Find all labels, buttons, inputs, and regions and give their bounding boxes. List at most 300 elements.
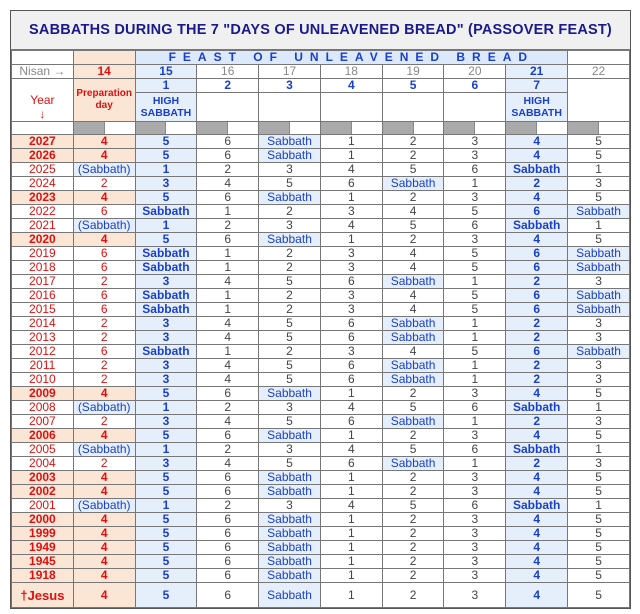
nisan-20-cell: 3: [444, 485, 506, 499]
preparation-day-cell: 4: [73, 541, 135, 555]
nisan-21-cell: Sabbath: [506, 401, 568, 415]
nisan-20-cell: 3: [444, 135, 506, 149]
nisan-18-cell: 3: [320, 303, 382, 317]
nisan-20-cell: 5: [444, 261, 506, 275]
nisan-22-cell: 5: [568, 387, 630, 401]
nisan-16-cell: 6: [197, 191, 259, 205]
nisan-19-cell: 2: [382, 527, 444, 541]
table-row: [12, 527, 630, 541]
nisan-18-cell: 3: [320, 345, 382, 359]
preparation-day-cell: 4: [73, 485, 135, 499]
nisan-15-cell: 3: [135, 373, 197, 387]
nisan-17-cell: 2: [259, 205, 321, 219]
year-cell: 1945: [12, 555, 74, 569]
nisan-17-cell: 2: [259, 345, 321, 359]
nisan-15-cell: 3: [135, 331, 197, 345]
nisan-16-cell: 6: [197, 149, 259, 163]
nisan-20-cell: 1: [444, 331, 506, 345]
preparation-day-cell: 2: [73, 317, 135, 331]
nisan-16: 16: [197, 65, 259, 79]
nisan-22-cell: 5: [568, 513, 630, 527]
nisan-18-cell: 1: [320, 569, 382, 583]
blank-cell: [12, 122, 74, 135]
nisan-21-cell: 4: [506, 471, 568, 485]
nisan-20-cell: 6: [444, 219, 506, 233]
nisan-17-cell: Sabbath: [259, 149, 321, 163]
preparation-day-cell: 6: [73, 261, 135, 275]
year-cell: 2013: [12, 331, 74, 345]
nisan-19-cell: 4: [382, 261, 444, 275]
nisan-21-cell: 4: [506, 135, 568, 149]
nisan-19-cell: 5: [382, 499, 444, 513]
nisan-15-cell: 5: [135, 149, 197, 163]
table-row: [12, 485, 630, 499]
nisan-20-cell: 3: [444, 583, 506, 608]
nisan-17-cell: 3: [259, 401, 321, 415]
year-cell: 2008: [12, 401, 74, 415]
table-row: [12, 135, 630, 149]
preparation-day-cell: 2: [73, 415, 135, 429]
nisan-16-cell: 4: [197, 457, 259, 471]
nisan-21-cell: 2: [506, 415, 568, 429]
blank-cell: [568, 51, 630, 65]
nisan-22-cell: 5: [568, 149, 630, 163]
nisan-15-cell: 5: [135, 429, 197, 443]
nisan-21-cell: 6: [506, 303, 568, 317]
nisan-17-cell: 3: [259, 219, 321, 233]
nisan-18-cell: 6: [320, 415, 382, 429]
nisan-16-cell: 6: [197, 583, 259, 608]
nisan-19-cell: 4: [382, 303, 444, 317]
nisan-22-cell: 3: [568, 177, 630, 191]
nisan-16-cell: 1: [197, 247, 259, 261]
nisan-18-cell: 1: [320, 541, 382, 555]
nisan-22-cell: 3: [568, 415, 630, 429]
nisan-20-cell: 5: [444, 205, 506, 219]
nisan-19-cell: Sabbath: [382, 275, 444, 289]
nisan-15: 15: [135, 65, 197, 79]
nisan-20-cell: 3: [444, 541, 506, 555]
nisan-20-cell: 3: [444, 149, 506, 163]
table-row: [12, 247, 630, 261]
nisan-21-cell: 2: [506, 331, 568, 345]
nisan-16-cell: 1: [197, 345, 259, 359]
nisan-18-cell: 6: [320, 457, 382, 471]
preparation-day-cell: 4: [73, 191, 135, 205]
nisan-17-cell: 3: [259, 443, 321, 457]
high-sabbath-label-first: HIGH SABBATH: [135, 93, 197, 122]
year-cell: 1999: [12, 527, 74, 541]
nisan-21-cell: 2: [506, 317, 568, 331]
nisan-19-cell: 5: [382, 163, 444, 177]
nisan-15-cell: 3: [135, 317, 197, 331]
nisan-18-cell: 3: [320, 261, 382, 275]
nisan-17-cell: 5: [259, 457, 321, 471]
feast-day-6: 6: [444, 79, 506, 93]
nisan-16-cell: 4: [197, 331, 259, 345]
nisan-19-cell: 2: [382, 233, 444, 247]
table-row: [12, 569, 630, 583]
nisan-19-cell: 5: [382, 219, 444, 233]
nisan-22-cell: Sabbath: [568, 261, 630, 275]
nisan-20-cell: 6: [444, 163, 506, 177]
preparation-day-cell: 4: [73, 583, 135, 608]
nisan-17-cell: 3: [259, 499, 321, 513]
nisan-15-cell: 5: [135, 191, 197, 205]
nisan-16-cell: 6: [197, 233, 259, 247]
nisan-17-cell: Sabbath: [259, 429, 321, 443]
page-title: SABBATHS DURING THE 7 "DAYS OF UNLEAVENED BREAD" (PASSOVER FEAST): [11, 11, 630, 50]
nisan-19-cell: Sabbath: [382, 317, 444, 331]
nisan-21-cell: 4: [506, 149, 568, 163]
table-row: [12, 261, 630, 275]
sabbath-table-frame: [10, 10, 631, 609]
year-cell: 2002: [12, 485, 74, 499]
table-row: [12, 317, 630, 331]
nisan-17-cell: Sabbath: [259, 233, 321, 247]
nisan-22-cell: Sabbath: [568, 303, 630, 317]
nisan-19-cell: Sabbath: [382, 359, 444, 373]
nisan-15-cell: 5: [135, 471, 197, 485]
bar-cell: [73, 122, 135, 135]
nisan-19-cell: 4: [382, 289, 444, 303]
nisan-15-cell: 5: [135, 583, 197, 608]
nisan-21-cell: Sabbath: [506, 443, 568, 457]
nisan-15-cell: 5: [135, 135, 197, 149]
nisan-21-cell: Sabbath: [506, 163, 568, 177]
year-cell: 2019: [12, 247, 74, 261]
year-cell: 2021: [12, 219, 74, 233]
high-sabbath-label-last: HIGH SABBATH: [506, 93, 568, 122]
bar-cell: [382, 122, 444, 135]
nisan-15-cell: 5: [135, 387, 197, 401]
nisan-17-cell: 3: [259, 163, 321, 177]
nisan-15-cell: 5: [135, 555, 197, 569]
nisan-20-cell: 6: [444, 401, 506, 415]
table-row: [12, 443, 630, 457]
nisan-19-cell: 2: [382, 149, 444, 163]
nisan-21-cell: 4: [506, 429, 568, 443]
year-cell: 2006: [12, 429, 74, 443]
nisan-20-cell: 1: [444, 415, 506, 429]
nisan-19-cell: 2: [382, 191, 444, 205]
nisan-17-cell: 5: [259, 373, 321, 387]
nisan-15-cell: Sabbath: [135, 345, 197, 359]
preparation-day-cell: 4: [73, 569, 135, 583]
nisan-label: Nisan →: [12, 65, 74, 79]
nisan-18-cell: 4: [320, 219, 382, 233]
nisan-18-cell: 4: [320, 401, 382, 415]
nisan-20-cell: 3: [444, 387, 506, 401]
table-row: [12, 233, 630, 247]
preparation-day-cell: 4: [73, 513, 135, 527]
nisan-17-cell: Sabbath: [259, 513, 321, 527]
nisan-21-cell: Sabbath: [506, 499, 568, 513]
table-row: [12, 555, 630, 569]
nisan-18-cell: 6: [320, 359, 382, 373]
nisan-16-cell: 6: [197, 569, 259, 583]
bar-cell: [320, 122, 382, 135]
table-row: [12, 177, 630, 191]
nisan-19-cell: 2: [382, 471, 444, 485]
table-row: [12, 289, 630, 303]
nisan-18-cell: 1: [320, 513, 382, 527]
nisan-21-cell: 2: [506, 373, 568, 387]
nisan-16-cell: 2: [197, 499, 259, 513]
nisan-16-cell: 6: [197, 135, 259, 149]
nisan-19: 19: [382, 65, 444, 79]
nisan-16-cell: 6: [197, 541, 259, 555]
nisan-19-cell: Sabbath: [382, 415, 444, 429]
nisan-16-cell: 2: [197, 443, 259, 457]
preparation-day-cell: 4: [73, 471, 135, 485]
nisan-16-cell: 2: [197, 163, 259, 177]
nisan-20-cell: 6: [444, 443, 506, 457]
nisan-20-cell: 1: [444, 275, 506, 289]
nisan-16-cell: 4: [197, 359, 259, 373]
nisan-17-cell: Sabbath: [259, 135, 321, 149]
nisan-19-cell: 2: [382, 429, 444, 443]
blank-cell: [259, 93, 321, 122]
nisan-16-cell: 4: [197, 177, 259, 191]
nisan-17-cell: 5: [259, 275, 321, 289]
table-row: [12, 401, 630, 415]
nisan-20-cell: 3: [444, 471, 506, 485]
table-row: [12, 583, 630, 608]
preparation-day-cell: (Sabbath): [73, 163, 135, 177]
table-row: [12, 359, 630, 373]
nisan-16-cell: 6: [197, 513, 259, 527]
nisan-22-cell: 5: [568, 527, 630, 541]
nisan-18-cell: 1: [320, 191, 382, 205]
nisan-22-cell: 5: [568, 233, 630, 247]
nisan-18: 18: [320, 65, 382, 79]
preparation-day-cell: 4: [73, 149, 135, 163]
nisan-20-cell: 3: [444, 191, 506, 205]
nisan-19-cell: 5: [382, 401, 444, 415]
nisan-21-cell: 4: [506, 541, 568, 555]
nisan-20-cell: 3: [444, 527, 506, 541]
nisan-19-cell: 2: [382, 583, 444, 608]
year-cell: 2025: [12, 163, 74, 177]
nisan-18-cell: 1: [320, 149, 382, 163]
nisan-17-cell: 5: [259, 331, 321, 345]
nisan-21-cell: 6: [506, 345, 568, 359]
nisan-18-cell: 1: [320, 485, 382, 499]
table-row: [12, 163, 630, 177]
nisan-20: 20: [444, 65, 506, 79]
nisan-17-cell: 2: [259, 261, 321, 275]
nisan-17-cell: 5: [259, 317, 321, 331]
nisan-20-cell: 6: [444, 499, 506, 513]
nisan-20-cell: 3: [444, 569, 506, 583]
nisan-15-cell: 5: [135, 485, 197, 499]
nisan-22-cell: 1: [568, 401, 630, 415]
year-header: [12, 79, 74, 122]
nisan-18-cell: 4: [320, 443, 382, 457]
year-cell: 2024: [12, 177, 74, 191]
year-cell: 2014: [12, 317, 74, 331]
nisan-18-cell: 6: [320, 331, 382, 345]
nisan-22-cell: 3: [568, 331, 630, 345]
nisan-16-cell: 1: [197, 205, 259, 219]
nisan-21-cell: 2: [506, 275, 568, 289]
nisan-20-cell: 1: [444, 373, 506, 387]
nisan-18-cell: 6: [320, 177, 382, 191]
nisan-21-cell: 4: [506, 555, 568, 569]
nisan-21-cell: Sabbath: [506, 219, 568, 233]
nisan-15-cell: 1: [135, 219, 197, 233]
nisan-22-cell: 5: [568, 471, 630, 485]
nisan-20-cell: 5: [444, 345, 506, 359]
nisan-16-cell: 1: [197, 289, 259, 303]
nisan-17-cell: Sabbath: [259, 569, 321, 583]
nisan-18-cell: 1: [320, 583, 382, 608]
bar-cell: [444, 122, 506, 135]
nisan-15-cell: 1: [135, 499, 197, 513]
blank-cell: [197, 93, 259, 122]
nisan-17: 17: [259, 65, 321, 79]
nisan-17-cell: 5: [259, 415, 321, 429]
nisan-18-cell: 1: [320, 555, 382, 569]
bar-cell: [135, 122, 197, 135]
nisan-20-cell: 5: [444, 247, 506, 261]
nisan-18-cell: 1: [320, 429, 382, 443]
nisan-21-cell: 2: [506, 457, 568, 471]
nisan-17-cell: 2: [259, 303, 321, 317]
nisan-22-cell: 5: [568, 485, 630, 499]
year-cell: 1918: [12, 569, 74, 583]
nisan-18-cell: 3: [320, 247, 382, 261]
nisan-18-cell: 1: [320, 387, 382, 401]
nisan-15-cell: Sabbath: [135, 261, 197, 275]
table-row: [12, 499, 630, 513]
year-cell: 2027: [12, 135, 74, 149]
nisan-17-cell: Sabbath: [259, 583, 321, 608]
nisan-16-cell: 1: [197, 303, 259, 317]
table-row: [12, 471, 630, 485]
table-row: [12, 415, 630, 429]
nisan-19-cell: 2: [382, 485, 444, 499]
preparation-day-cell: 2: [73, 359, 135, 373]
nisan-19-cell: 2: [382, 135, 444, 149]
table-row: [12, 275, 630, 289]
preparation-day-cell: 2: [73, 331, 135, 345]
bar-cell: [197, 122, 259, 135]
nisan-15-cell: 1: [135, 163, 197, 177]
nisan-20-cell: 1: [444, 317, 506, 331]
feast-day-2: 2: [197, 79, 259, 93]
nisan-19-cell: 2: [382, 387, 444, 401]
year-cell: 2004: [12, 457, 74, 471]
table-row: [12, 373, 630, 387]
nisan-22-cell: 1: [568, 499, 630, 513]
blank-cell: [12, 51, 74, 65]
nisan-22-cell: 3: [568, 275, 630, 289]
nisan-17-cell: Sabbath: [259, 527, 321, 541]
preparation-day-cell: 4: [73, 527, 135, 541]
nisan-17-cell: Sabbath: [259, 191, 321, 205]
blank-cell: [382, 93, 444, 122]
nisan-16-cell: 4: [197, 317, 259, 331]
preparation-day-cell: 4: [73, 387, 135, 401]
nisan-22-cell: Sabbath: [568, 205, 630, 219]
nisan-19-cell: Sabbath: [382, 177, 444, 191]
nisan-18-cell: 6: [320, 373, 382, 387]
year-cell: 2000: [12, 513, 74, 527]
nisan-20-cell: 3: [444, 555, 506, 569]
table-row: [12, 345, 630, 359]
nisan-21-cell: 6: [506, 261, 568, 275]
nisan-22-cell: 5: [568, 555, 630, 569]
blank-cell: [568, 79, 630, 122]
nisan-18-cell: 1: [320, 527, 382, 541]
nisan-17-cell: Sabbath: [259, 387, 321, 401]
nisan-18-cell: 1: [320, 233, 382, 247]
preparation-day-cell: 6: [73, 289, 135, 303]
nisan-18-cell: 4: [320, 499, 382, 513]
nisan-16-cell: 2: [197, 219, 259, 233]
nisan-15-cell: 5: [135, 541, 197, 555]
year-cell: 2009: [12, 387, 74, 401]
nisan-20-cell: 1: [444, 359, 506, 373]
preparation-day-cell: 4: [73, 429, 135, 443]
table-row: [12, 513, 630, 527]
nisan-20-cell: 3: [444, 429, 506, 443]
nisan-16-cell: 4: [197, 373, 259, 387]
nisan-17-cell: 5: [259, 177, 321, 191]
nisan-18-cell: 1: [320, 471, 382, 485]
preparation-day-cell: 4: [73, 233, 135, 247]
year-cell: 2020: [12, 233, 74, 247]
year-cell: 2001: [12, 499, 74, 513]
preparation-day-cell: 2: [73, 373, 135, 387]
nisan-16-cell: 6: [197, 485, 259, 499]
nisan-15-cell: 5: [135, 569, 197, 583]
preparation-day-cell: 6: [73, 303, 135, 317]
nisan-19-cell: 2: [382, 569, 444, 583]
feast-day-7: 7: [506, 79, 568, 93]
nisan-22-cell: 3: [568, 317, 630, 331]
table-row: [12, 205, 630, 219]
nisan-15-cell: 5: [135, 527, 197, 541]
nisan-14: 14: [73, 65, 135, 79]
nisan-19-cell: 2: [382, 555, 444, 569]
nisan-20-cell: 1: [444, 177, 506, 191]
nisan-22-cell: 1: [568, 443, 630, 457]
nisan-22-cell: 5: [568, 429, 630, 443]
nisan-21-cell: 4: [506, 233, 568, 247]
nisan-22-cell: 5: [568, 191, 630, 205]
nisan-15-cell: 3: [135, 415, 197, 429]
year-cell: 2018: [12, 261, 74, 275]
year-cell: 2016: [12, 289, 74, 303]
year-cell: 1949: [12, 541, 74, 555]
nisan-15-cell: Sabbath: [135, 303, 197, 317]
nisan-16-cell: 6: [197, 429, 259, 443]
preparation-day-cell: 6: [73, 205, 135, 219]
nisan-16-cell: 6: [197, 527, 259, 541]
blank-cell: [444, 93, 506, 122]
year-cell: 2005: [12, 443, 74, 457]
nisan-21-cell: 4: [506, 569, 568, 583]
year-cell: †Jesus: [12, 583, 74, 608]
preparation-day-cell: 6: [73, 247, 135, 261]
preparation-day-cell: 2: [73, 275, 135, 289]
nisan-22-cell: 5: [568, 569, 630, 583]
nisan-21-cell: 4: [506, 513, 568, 527]
nisan-21-cell: 4: [506, 583, 568, 608]
